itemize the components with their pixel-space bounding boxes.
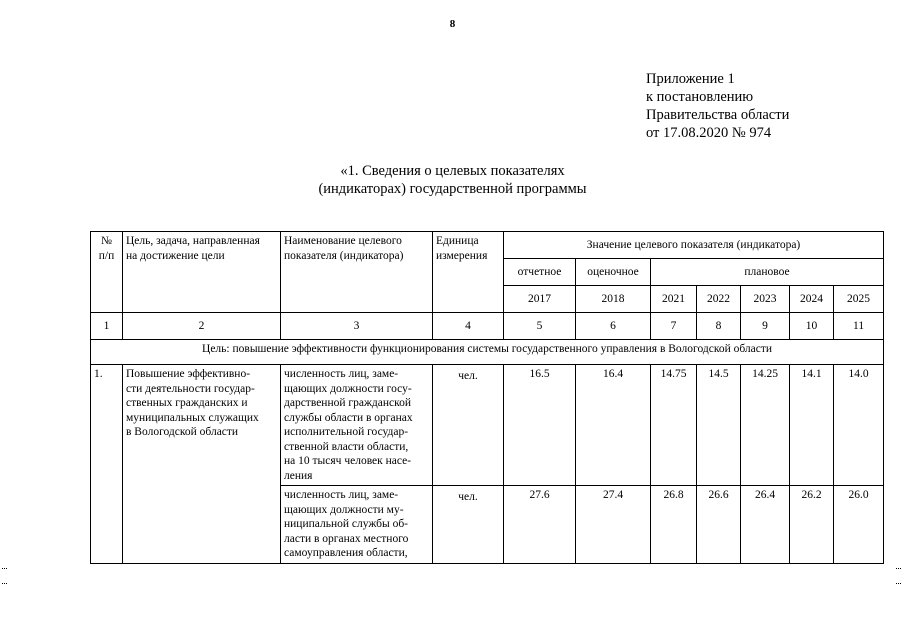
scan-edge-mark <box>896 568 901 584</box>
unit-cell: чел. <box>433 486 504 564</box>
indicator-line: численность лиц, заме- <box>284 489 399 501</box>
header-text: № <box>101 235 112 247</box>
header-unit <box>433 232 504 313</box>
indicator-line: ственной власти области, <box>284 440 409 453</box>
scan-edge-mark <box>2 568 7 584</box>
header-year: 2017 <box>504 286 576 313</box>
indicator-line: самоуправления области, <box>284 547 408 559</box>
annex-line: к постановлению <box>646 89 754 105</box>
indicator-line: щающих должности му- <box>284 503 404 516</box>
title-line: (индикаторах) государственной программы <box>318 181 587 197</box>
indicator-line: щающих должности госу- <box>284 382 412 395</box>
task-line: сти деятельности государ- <box>126 382 255 395</box>
header-text: Цель, задача, направленная <box>126 235 260 247</box>
title-line: «1. Сведения о целевых показателях <box>340 163 565 179</box>
annex-block <box>646 70 789 142</box>
column-number: 9 <box>741 313 790 340</box>
header-row <box>91 232 884 259</box>
header-year: 2021 <box>651 286 697 313</box>
column-number: 3 <box>281 313 433 340</box>
table-row <box>91 365 884 486</box>
goal-row <box>91 340 884 365</box>
indicator-line: ления <box>284 469 313 482</box>
value-cell: 14.75 <box>651 365 697 486</box>
column-number-row <box>91 313 884 340</box>
value-cell: 26.8 <box>651 486 697 564</box>
value-cell: 16.4 <box>576 365 651 486</box>
value-cell: 26.6 <box>697 486 741 564</box>
task-line: муниципальных служащих <box>126 411 259 424</box>
annex-line: Правительства области <box>646 107 790 123</box>
header-text: п/п <box>98 249 115 262</box>
column-number: 8 <box>697 313 741 340</box>
header-num <box>91 232 123 313</box>
header-indicator <box>281 232 433 313</box>
value-cell: 26.2 <box>790 486 834 564</box>
value-cell: 26.4 <box>741 486 790 564</box>
value-cell: 14.0 <box>834 365 884 486</box>
header-text: измерения <box>436 249 488 262</box>
column-number: 2 <box>123 313 281 340</box>
indicator-line: дарственной гражданской <box>284 397 412 409</box>
task-line: ственных гражданских и <box>126 397 248 409</box>
column-number: 10 <box>790 313 834 340</box>
column-number: 6 <box>576 313 651 340</box>
value-cell: 14.5 <box>697 365 741 486</box>
column-number: 7 <box>651 313 697 340</box>
header-text: на достижение цели <box>126 249 225 262</box>
value-cell: 16.5 <box>504 365 576 486</box>
header-year: 2018 <box>576 286 651 313</box>
page-number: 8 <box>449 18 456 30</box>
header-goal <box>123 232 281 313</box>
task-cell <box>123 365 281 564</box>
row-number: 1. <box>91 365 123 564</box>
header-text: показателя (индикатора) <box>284 249 404 262</box>
column-number: 5 <box>504 313 576 340</box>
value-cell: 14.1 <box>790 365 834 486</box>
header-text: Наименование целевого <box>284 235 402 247</box>
column-number: 4 <box>433 313 504 340</box>
header-estimated: оценочное <box>576 259 651 286</box>
column-number: 1 <box>91 313 123 340</box>
value-cell: 14.25 <box>741 365 790 486</box>
header-planned: плановое <box>651 259 884 286</box>
value-cell: 27.4 <box>576 486 651 564</box>
annex-line: от 17.08.2020 № 974 <box>646 125 772 141</box>
header-year: 2022 <box>697 286 741 313</box>
column-number: 11 <box>834 313 884 340</box>
indicators-table <box>90 231 884 564</box>
header-year: 2025 <box>834 286 884 313</box>
indicator-name-cell <box>281 365 433 486</box>
indicator-line: ласти в органах местного <box>284 532 409 545</box>
unit-cell: чел. <box>433 365 504 486</box>
value-cell: 26.0 <box>834 486 884 564</box>
header-text: Единица <box>436 235 479 247</box>
task-line: в Вологодской области <box>126 426 239 438</box>
indicator-name-cell <box>281 486 433 564</box>
indicator-line: исполнительной государ- <box>284 426 409 438</box>
indicator-line: службы области в органах <box>284 411 413 424</box>
document-title <box>0 162 905 198</box>
indicator-line: численность лиц, заме- <box>284 368 399 380</box>
header-reported: отчетное <box>504 259 576 286</box>
value-cell: 27.6 <box>504 486 576 564</box>
header-year: 2023 <box>741 286 790 313</box>
annex-line: Приложение 1 <box>646 71 735 87</box>
header-value-group: Значение целевого показателя (индикатора) <box>504 232 884 259</box>
task-line: Повышение эффективно- <box>126 368 251 380</box>
indicator-line: на 10 тысяч человек насе- <box>284 455 412 467</box>
header-year: 2024 <box>790 286 834 313</box>
indicator-line: ниципальной службы об- <box>284 518 409 530</box>
goal-cell: Цель: повышение эффективности функционирования системы государственного управления в Вологодской области <box>91 340 884 365</box>
